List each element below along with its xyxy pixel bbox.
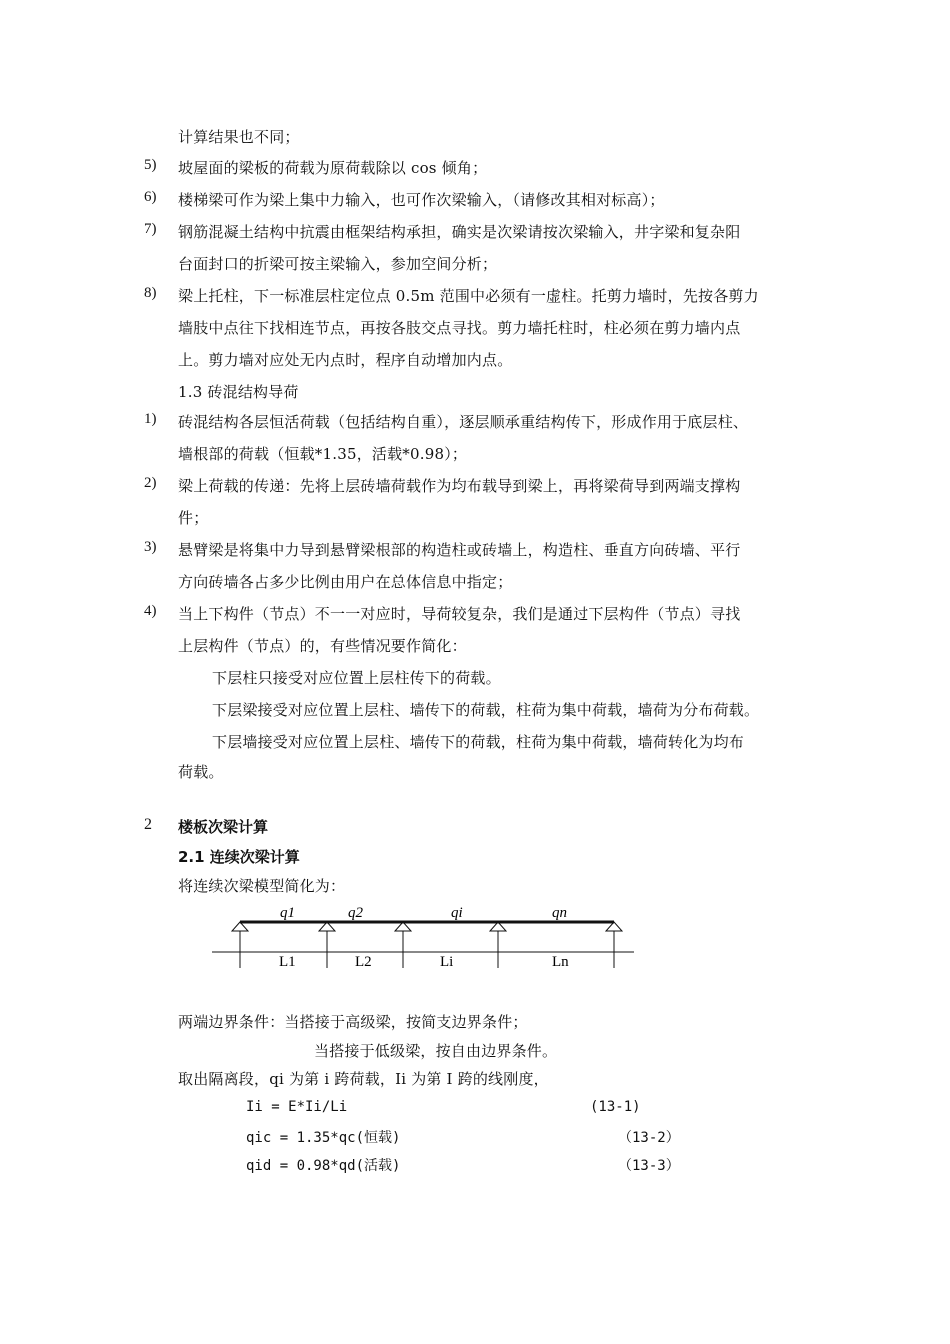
isolation-text: 取出隔离段，qi 为第 i 跨荷载，Ii 为第 I 跨的线刚度，	[178, 1070, 549, 1088]
paragraph-beam: 下层梁接受对应位置上层柱、墙传下的荷载，柱荷为集中荷载，墙荷为分布荷载。	[212, 701, 760, 719]
item-number-7: 7)	[144, 221, 157, 237]
formula-13-2: qic = 1.35*qc(恒载)	[246, 1130, 401, 1146]
span-label-l1: L1	[279, 954, 296, 970]
paragraph-column: 下层柱只接受对应位置上层柱传下的荷载。	[212, 669, 501, 687]
item-7-text-2: 台面封口的折梁可按主梁输入，参加空间分析；	[178, 255, 498, 273]
list-4-text-2: 上层构件（节点）的，有些情况要作简化：	[178, 637, 467, 655]
paragraph-wall-2: 荷载。	[178, 763, 224, 781]
list-number-1: 1)	[144, 411, 157, 427]
list-number-2: 2)	[144, 475, 157, 491]
boundary-condition-2: 当搭接于低级梁，按自由边界条件。	[314, 1042, 558, 1060]
section-1-3-heading: 1.3 砖混结构导荷	[178, 383, 299, 401]
list-1-text-2: 墙根部的荷载（恒载*1.35，活载*0.98）；	[178, 445, 468, 463]
item-8-text-2: 墙肢中点往下找相连节点，再按各肢交点寻找。剪力墙托柱时，柱必须在剪力墙内点	[178, 319, 741, 337]
item-5-text: 坡屋面的梁板的荷载为原荷载除以 cos 倾角；	[178, 159, 488, 177]
list-2-text-2: 件；	[178, 509, 209, 527]
item-number-8: 8)	[144, 285, 157, 301]
paragraph-wall-1: 下层墙接受对应位置上层柱、墙传下的荷载，柱荷为集中荷载，墙荷转化为均布	[212, 733, 745, 751]
load-label-q1: q1	[280, 905, 295, 921]
span-label-ln: Ln	[552, 954, 569, 970]
list-4-text-1: 当上下构件（节点）不一一对应时，导荷较复杂，我们是通过下层构件（节点）寻找	[178, 605, 741, 623]
span-label-li: Li	[440, 954, 454, 970]
item-8-text-3: 上。剪力墙对应处无内点时，程序自动增加内点。	[178, 351, 513, 369]
formula-13-2-tag: （13-2）	[618, 1130, 680, 1146]
formula-13-3-tag: （13-3）	[618, 1158, 680, 1174]
section-2-number: 2	[144, 816, 152, 833]
span-label-l2: L2	[355, 954, 372, 970]
item-8-text-1: 梁上托柱，下一标准层柱定位点 0.5m 范围中必须有一虚柱。托剪力墙时，先按各剪力	[178, 287, 759, 305]
item-number-6: 6)	[144, 189, 157, 205]
list-3-text-2: 方向砖墙各占多少比例由用户在总体信息中指定；	[178, 573, 513, 591]
item-6-text: 楼梯梁可作为梁上集中力输入，也可作次梁输入，（请修改其相对标高）；	[178, 191, 665, 209]
item-number-5: 5)	[144, 157, 157, 173]
list-3-text-1: 悬臂梁是将集中力导到悬臂梁根部的构造柱或砖墙上，构造柱、垂直方向砖墙、平行	[178, 541, 741, 559]
load-label-qi: qi	[451, 905, 463, 921]
section-2-title: 楼板次梁计算	[178, 818, 269, 836]
formula-13-1-tag: (13-1)	[590, 1099, 641, 1115]
list-number-3: 3)	[144, 539, 157, 555]
formula-13-1: Ii = E*Ii/Li	[246, 1099, 348, 1115]
load-label-qn: qn	[552, 905, 567, 921]
boundary-condition-1: 两端边界条件：当搭接于高级梁，按简支边界条件；	[178, 1013, 528, 1031]
model-intro: 将连续次梁模型简化为：	[178, 877, 346, 895]
item-7-text-1: 钢筋混凝土结构中抗震由框架结构承担，确实是次梁请按次梁输入，井字梁和复杂阳	[178, 223, 741, 241]
formula-13-3: qid = 0.98*qd(活载)	[246, 1158, 401, 1174]
list-2-text-1: 梁上荷载的传递：先将上层砖墙荷载作为均布载导到梁上，再将梁荷导到两端支撑构	[178, 477, 741, 495]
section-2-1-title: 2.1 连续次梁计算	[178, 848, 300, 866]
line-continuation: 计算结果也不同；	[178, 128, 300, 146]
list-1-text-1: 砖混结构各层恒活荷载（包括结构自重），逐层顺承重结构传下，形成作用于底层柱、	[178, 413, 749, 431]
list-number-4: 4)	[144, 603, 157, 619]
load-label-q2: q2	[348, 905, 363, 921]
